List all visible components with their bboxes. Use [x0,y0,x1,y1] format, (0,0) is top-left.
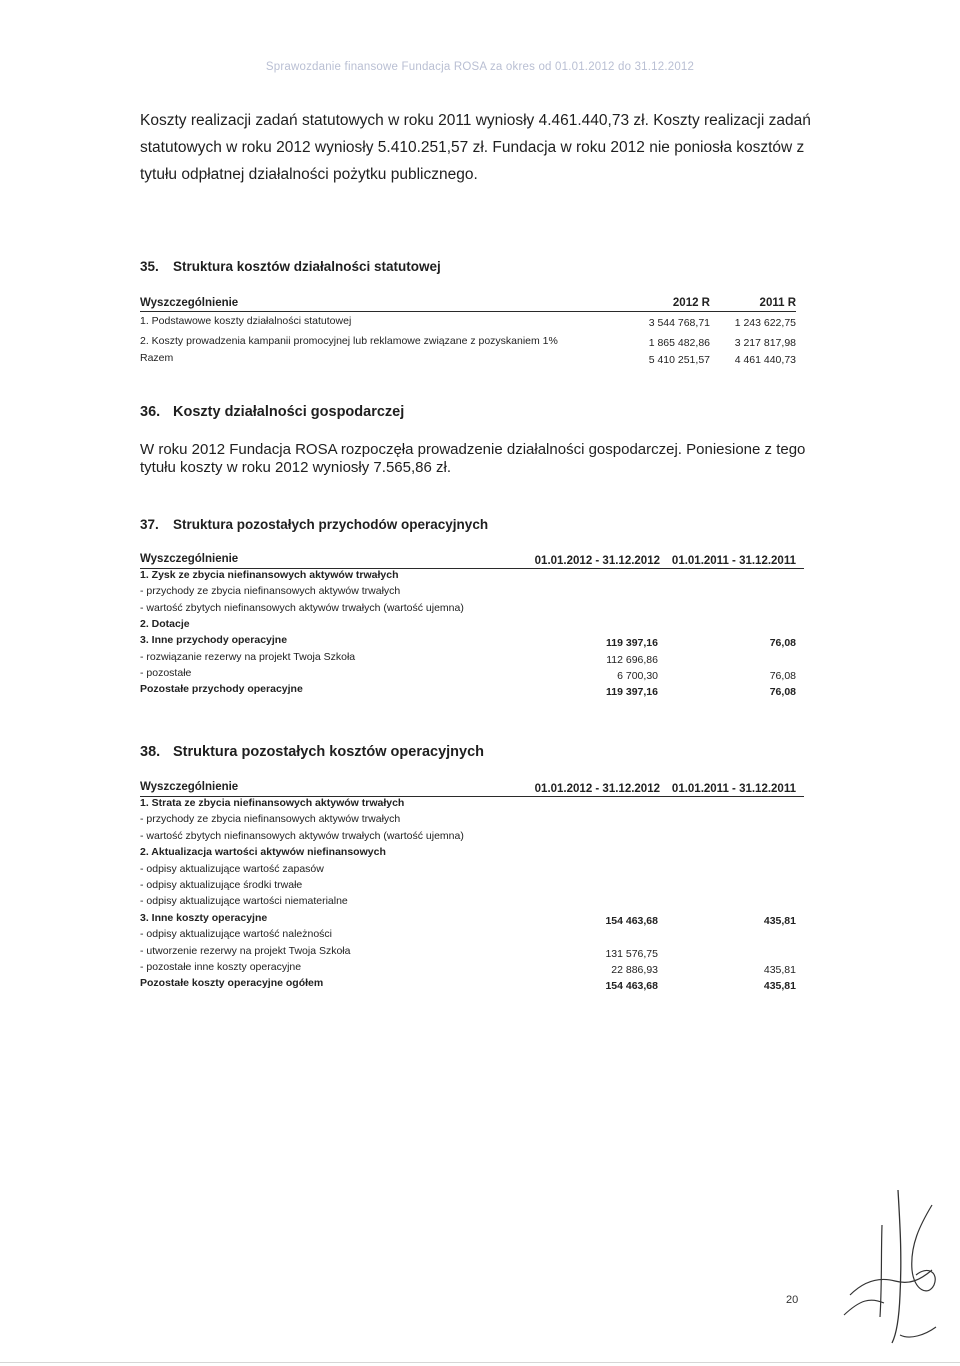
page-number: 20 [786,1294,799,1306]
s38-row-label: Pozostałe koszty operacyjne ogółem [140,977,324,990]
s38-row-2012-value: 22 886,93 [611,964,658,976]
s38-row-label: - odpisy aktualizujące wartość należności [140,928,333,941]
s35-row-label: 2. Koszty prowadzenia kampanii promocyjnej lub reklamowe związane z pozyskaniem 1% [140,335,558,347]
s38-row-label: - odpisy aktualizujące wartości niematerialne [140,895,348,908]
section-36-paragraph: W roku 2012 Fundacja ROSA rozpoczęła prowadzenie działalności gospodarczej. Poniesione z tego tytułu koszty w roku 2012 wyniosły 7.565,86 zł. [140,441,806,476]
s38-row-label: 1. Strata ze zbycia niefinansowych aktywów trwałych [140,797,405,809]
section-35-number: 35. [140,259,159,274]
section-36-number: 36. [140,404,161,420]
s35-col-2011: 2011 R [759,297,796,309]
s35-row-label: 1. Podstawowe koszty działalności statutowej [140,315,352,327]
s35-header-rule [140,311,796,312]
s37-col-2011: 01.01.2011 - 31.12.2011 [671,555,796,567]
s38-col-2011: 01.01.2011 - 31.12.2011 [671,783,796,795]
s38-row-label: 3. Inne koszty operacyjne [140,911,268,924]
section-38-number: 38. [140,744,161,760]
s35-col-label: Wyszczególnienie [140,297,239,309]
s35-row-2012-value: 1 865 482,86 [648,337,710,349]
s35-row-2011-value: 4 461 440,73 [734,354,796,366]
s37-row-label: 3. Inne przychody operacyjne [140,634,288,647]
s35-row-2011-value: 1 243 622,75 [734,317,796,329]
section-37-heading [140,517,488,532]
s37-row-label: 2. Dotacje [140,617,190,630]
s35-row-2011-value: 3 217 817,98 [734,337,796,349]
handwritten-signature-icon [840,1185,940,1345]
s35-row-label: Razem [140,352,174,364]
s35-row-2012-value: 3 544 768,71 [648,317,710,329]
intro-paragraph: Koszty realizacji zadań statutowych w roku 2011 wyniosły 4.461.440,73 zł. Koszty realizacji zadań statutowych w roku 2012 wyniosły 5.410.251,57 zł. Fundacja w roku 2012 nie poniosła kosztów z tytułu odpłatnej działalności pożytku publicznego. [140,112,811,183]
section-38-heading [140,744,484,760]
s37-row-label: - pozostałe [140,666,192,679]
section-37-title: Struktura pozostałych przychodów operacyjnych [173,517,489,532]
s38-row-label: - utworzenie rezerwy na projekt Twoja Szkoła [140,944,351,957]
s37-row-label: - wartość zbytych niefinansowych aktywów trwałych (wartość ujemna) [140,601,464,614]
section-36-heading [140,404,404,420]
s37-row-2011-value: 76,08 [769,686,796,699]
s37-row-label: - przychody ze zbycia niefinansowych aktywów trwałych [140,585,401,598]
s38-row-label: 2. Aktualizacja wartości aktywów niefinansowych [140,846,386,859]
s38-row-2011-value: 435,81 [763,914,796,927]
s38-row-2011-value: 435,81 [763,964,796,976]
s38-row-2012-value: 154 463,68 [605,980,658,993]
section-35-heading [140,259,441,274]
s37-row-2011-value: 76,08 [769,637,796,650]
s37-row-2012-value: 119 397,16 [606,686,658,699]
s38-row-2012-value: 154 463,68 [605,914,658,927]
s38-col-2012: 01.01.2012 - 31.12.2012 [534,783,660,795]
s38-row-label: - przychody ze zbycia niefinansowych aktywów trwałych [140,813,401,826]
s38-col-label: Wyszczególnienie [140,781,239,793]
s38-row-2011-value: 435,81 [763,980,796,993]
s37-row-label: - rozwiązanie rezerwy na projekt Twoja Szkoła [140,650,356,663]
section-36-title: Koszty działalności gospodarczej [173,404,405,420]
s38-row-label: - pozostałe inne koszty operacyjne [140,961,302,973]
s35-col-2012: 2012 R [672,297,710,309]
s37-row-label: 1. Zysk ze zbycia niefinansowych aktywów trwałych [140,569,399,581]
document-header: Sprawozdanie finansowe Fundacja ROSA za okres od 01.01.2012 do 31.12.2012 [265,61,695,73]
s37-row-2012-value: 112 696,86 [606,653,658,666]
section-35-title: Struktura kosztów działalności statutowej [173,259,441,274]
s38-row-label: - odpisy aktualizujące wartość zapasów [140,862,324,875]
section-37-number: 37. [140,517,159,532]
s37-row-label: Pozostałe przychody operacyjne [140,683,303,696]
s38-row-label: - odpisy aktualizujące środki trwałe [140,879,303,891]
s38-row-label: - wartość zbytych niefinansowych aktywów trwałych (wartość ujemna) [140,829,464,842]
s37-row-2011-value: 76,08 [769,669,796,682]
bottom-edge-rule [0,1362,960,1363]
s37-col-2012: 01.01.2012 - 31.12.2012 [534,555,660,567]
section-38-title: Struktura pozostałych kosztów operacyjnych [173,744,485,760]
s38-row-2012-value: 131 576,75 [605,947,658,960]
s35-row-2012-value: 5 410 251,57 [648,354,710,366]
s37-row-2012-value: 119 397,16 [606,637,658,650]
s37-row-2012-value: 6 700,30 [617,669,658,682]
s37-col-label: Wyszczególnienie [140,553,239,565]
